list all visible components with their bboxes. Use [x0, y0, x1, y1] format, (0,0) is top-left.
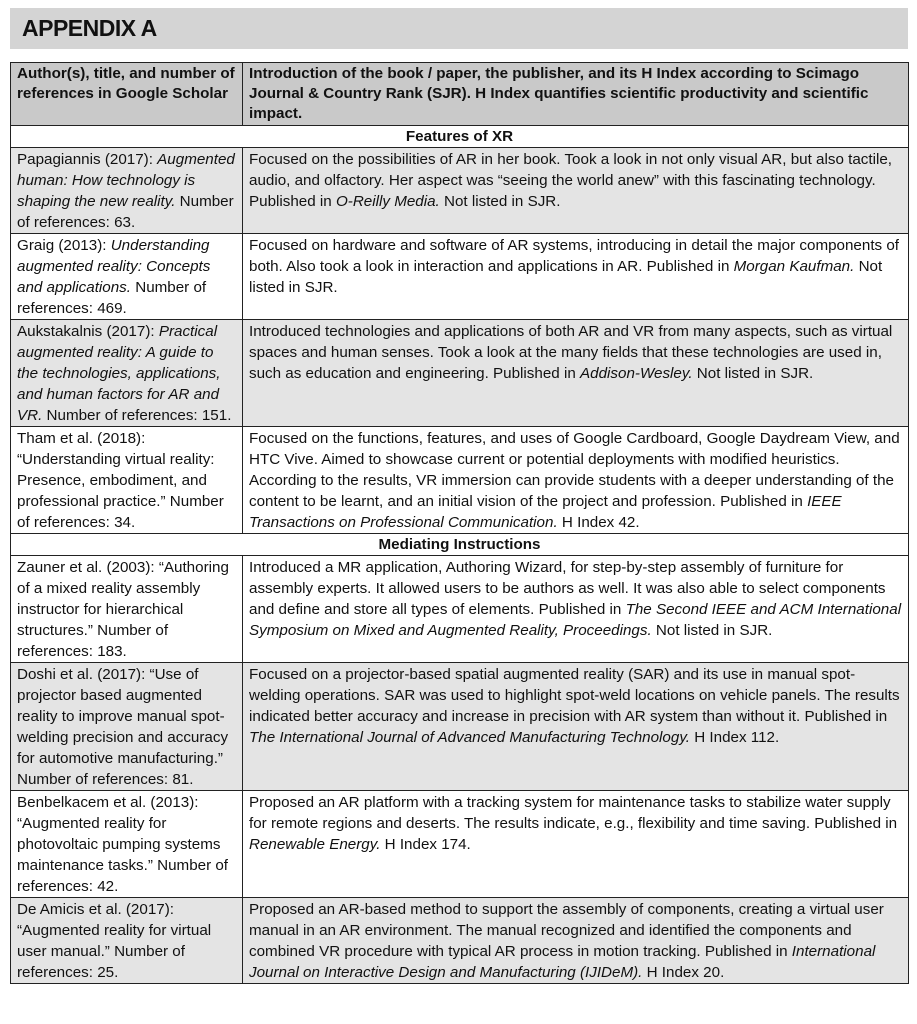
- description-cell: [243, 427, 909, 534]
- description-cell: [243, 234, 909, 320]
- author-text: Tham et al. (2018): “Understanding virtual reality: Presence, embodiment, and professional practice.” Number of references: 34.: [17, 430, 224, 531]
- author-cell: [11, 320, 243, 427]
- table-row: [11, 148, 909, 234]
- author-cell: [11, 791, 243, 898]
- table-row: [11, 320, 909, 427]
- description-cell: [243, 791, 909, 898]
- section-heading-row: [11, 534, 909, 556]
- description-text: Introduced technologies and applications of both AR and VR from many aspects, such as virtual spaces and human senses. Took a look at the many fields that these technologies are used in, such as education and engineering. Published in: [249, 323, 893, 382]
- description-cell: [243, 898, 909, 984]
- table-row: [11, 791, 909, 898]
- author-text: De Amicis et al. (2017): “Augmented reality for virtual user manual.” Number of references: 25.: [17, 901, 212, 981]
- author-text: Benbelkacem et al. (2013): “Augmented reality for photovoltaic pumping systems maintenance tasks.” Number of references: 42.: [17, 794, 229, 895]
- section-title: Mediating Instructions: [11, 534, 909, 556]
- work-title: Augmented human: How technology is shaping the new reality.: [17, 151, 235, 210]
- sjr-status: Not listed in SJR.: [692, 365, 814, 382]
- description-cell: [243, 663, 909, 791]
- publisher: Addison-Wesley.: [580, 365, 693, 382]
- description-text: Introduced a MR application, Authoring Wizard, for step-by-step assembly of furniture for assembly experts. It allowed users to be authors as well. It was also able to select components and define and store all types of elements. Published in: [249, 559, 886, 618]
- publisher: The International Journal of Advanced Manufacturing Technology.: [249, 729, 690, 746]
- literature-table: [10, 62, 909, 984]
- section-heading-row: [11, 126, 909, 148]
- author-cell: [11, 556, 243, 663]
- description-text: Focused on the functions, features, and uses of Google Cardboard, Google Daydream View, and HTC Vive. Aimed to showcase current or potential deployments with modified heuristics. According to the results, VR immersion can provide students with a deeper understanding of the content to be learnt, and an initial vision of the project and profession. Published in: [249, 430, 900, 510]
- author-cell: [11, 898, 243, 984]
- reference-count: Number of references: 63.: [17, 193, 234, 231]
- sjr-status: Not listed in SJR.: [439, 193, 561, 210]
- description-text: Focused on the possibilities of AR in her book. Took a look in not only visual AR, but also tactile, audio, and olfactory. Her aspect was “seeing the world anew” with this fascinating technology. Published in: [249, 151, 893, 210]
- header-introduction-column: Introduction of the book / paper, the publisher, and its H Index according to Scimago Journal & Country Rank (SJR). H Index quantifies scientific productivity and scientific impact.: [243, 63, 909, 126]
- description-text: Proposed an AR-based method to support the assembly of components, creating a virtual user manual in an AR environment. The manual recognized and identified the components and combined VR procedure with typical AR process in motion tracking. Published in: [249, 901, 884, 960]
- publisher: IEEE Transactions on Professional Communication.: [249, 493, 842, 531]
- sjr-status: H Index 112.: [690, 729, 780, 746]
- description-cell: [243, 148, 909, 234]
- author-cell: [11, 148, 243, 234]
- author-text: Aukstakalnis (2017):: [17, 323, 159, 340]
- sjr-status: Not listed in SJR.: [651, 622, 773, 639]
- table-row: [11, 898, 909, 984]
- table-row: [11, 556, 909, 663]
- description-text: Proposed an AR platform with a tracking system for maintenance tasks to stabilize water supply for remote regions and deserts. The results indicate, e.g., flexibility and time saving. Published in: [249, 794, 898, 832]
- author-cell: [11, 663, 243, 791]
- author-text: Papagiannis (2017):: [17, 151, 158, 168]
- reference-count: Number of references: 469.: [17, 279, 207, 317]
- table-header-row: [11, 63, 909, 126]
- reference-count: Number of references: 151.: [42, 407, 232, 424]
- description-cell: [243, 320, 909, 427]
- header-author-column: Author(s), title, and number of references in Google Scholar: [11, 63, 243, 126]
- table-row: [11, 663, 909, 791]
- publisher: International Journal on Interactive Design and Manufacturing (IJIDeM).: [249, 943, 876, 981]
- sjr-status: H Index 20.: [642, 964, 725, 981]
- sjr-status: H Index 42.: [557, 514, 640, 531]
- publisher: Renewable Energy.: [249, 836, 381, 853]
- section-title: Features of XR: [11, 126, 909, 148]
- work-title: Understanding augmented reality: Concepts and applications.: [17, 237, 211, 296]
- appendix-title: APPENDIX A: [10, 8, 908, 49]
- publisher: Morgan Kaufman.: [733, 258, 855, 275]
- publisher: The Second IEEE and ACM International Symposium on Mixed and Augmented Reality, Proceedings.: [249, 601, 902, 639]
- author-text: Zauner et al. (2003): “Authoring of a mixed reality assembly instructor for hierarchical structures.” Number of references: 183.: [17, 559, 229, 660]
- table-row: [11, 234, 909, 320]
- publisher: O-Reilly Media.: [335, 193, 440, 210]
- author-text: Graig (2013):: [17, 237, 111, 254]
- description-cell: [243, 556, 909, 663]
- sjr-status: Not listed in SJR.: [249, 258, 883, 296]
- description-text: Focused on hardware and software of AR systems, introducing in detail the major components of both. Also took a look in interaction and applications in AR. Published in: [249, 237, 900, 275]
- sjr-status: H Index 174.: [380, 836, 471, 853]
- work-title: Practical augmented reality: A guide to the technologies, applications, and human factors for AR and VR.: [17, 323, 221, 424]
- author-cell: [11, 234, 243, 320]
- author-cell: [11, 427, 243, 534]
- table-row: [11, 427, 909, 534]
- description-text: Focused on a projector-based spatial augmented reality (SAR) and its use in manual spot-welding operations. SAR was used to highlight spot-weld locations on vehicle panels. The results indicated better accuracy and increase in precision with AR system than without it. Published in: [249, 666, 900, 725]
- author-text: Doshi et al. (2017): “Use of projector based augmented reality to improve manual spot-welding precision and accuracy for automotive manufacturing.” Number of references: 81.: [17, 666, 229, 788]
